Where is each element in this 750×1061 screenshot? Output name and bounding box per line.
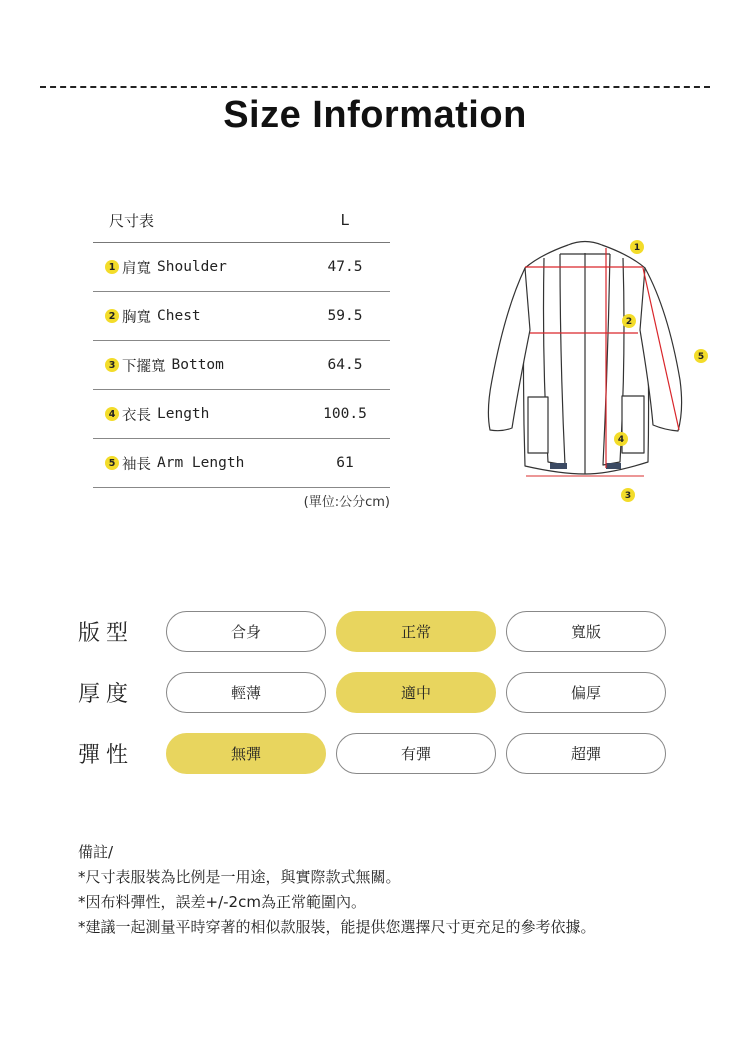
table-row [93, 390, 390, 439]
row-label-en: Length [157, 406, 210, 422]
page-title: Size Information [223, 94, 527, 136]
option-pill: 正常 [336, 611, 496, 652]
table-row [93, 243, 390, 292]
unit-note: (單位:公分cm) [303, 495, 390, 510]
attribute-row-thickness [78, 671, 678, 714]
row-value: 47.5 [327, 259, 363, 275]
dashed-divider [40, 86, 710, 88]
notes-title: 備註/ [78, 843, 114, 861]
row-label-en: Arm Length [157, 455, 245, 471]
option-pill: 偏厚 [506, 672, 666, 713]
note-line: *因布料彈性，誤差+/-2cm為正常範圍內。 [78, 893, 366, 911]
row-label-en: Chest [157, 308, 201, 324]
size-table [93, 198, 390, 510]
row-value: 59.5 [327, 308, 363, 324]
attribute-label: 厚度 [78, 682, 135, 707]
svg-text:3: 3 [624, 491, 632, 501]
row-label-en: Shoulder [157, 259, 227, 275]
size-table-label: 尺寸表 [109, 211, 155, 230]
number-badge: 5 [105, 456, 119, 470]
option-pill: 輕薄 [166, 672, 326, 713]
note-line: *建議一起測量平時穿著的相似款服裝，能提供您選擇尺寸更充足的參考依據。 [78, 918, 596, 936]
number-badge: 4 [105, 407, 119, 421]
number-badge: 1 [105, 260, 119, 274]
row-label-zh: 下擺寬 [122, 358, 166, 375]
table-row [93, 439, 390, 488]
attribute-label: 彈性 [78, 743, 135, 768]
svg-text:1: 1 [633, 243, 641, 253]
option-pill: 無彈 [166, 733, 326, 774]
row-value: 61 [336, 455, 354, 471]
row-value: 100.5 [323, 406, 367, 422]
size-table-header [93, 198, 390, 243]
option-pill: 有彈 [336, 733, 496, 774]
table-row [93, 292, 390, 341]
jacket-illustration-icon [480, 230, 720, 510]
row-value: 64.5 [327, 357, 363, 373]
notes-section [78, 840, 596, 940]
attribute-row-fit [78, 610, 678, 653]
note-line: *尺寸表服裝為比例是一用途，與實際款式無關。 [78, 868, 401, 886]
row-label-en: Bottom [171, 357, 224, 373]
row-label-zh: 袖長 [122, 456, 151, 473]
row-label-zh: 胸寬 [122, 309, 151, 326]
size-column-label: L [340, 211, 350, 229]
row-label-zh: 衣長 [122, 407, 151, 424]
fit-attributes [78, 610, 678, 793]
attribute-row-elasticity [78, 732, 678, 775]
svg-text:4: 4 [617, 435, 625, 445]
option-pill: 超彈 [506, 733, 666, 774]
table-row [93, 341, 390, 390]
svg-text:5: 5 [697, 352, 705, 362]
number-badge: 3 [105, 358, 119, 372]
option-pill: 適中 [336, 672, 496, 713]
option-pill: 寬版 [506, 611, 666, 652]
attribute-label: 版型 [78, 621, 135, 646]
number-badge: 2 [105, 309, 119, 323]
option-pill: 合身 [166, 611, 326, 652]
svg-text:2: 2 [625, 317, 633, 327]
row-label-zh: 肩寬 [122, 260, 151, 277]
jacket-measurement-diagram [480, 230, 720, 510]
